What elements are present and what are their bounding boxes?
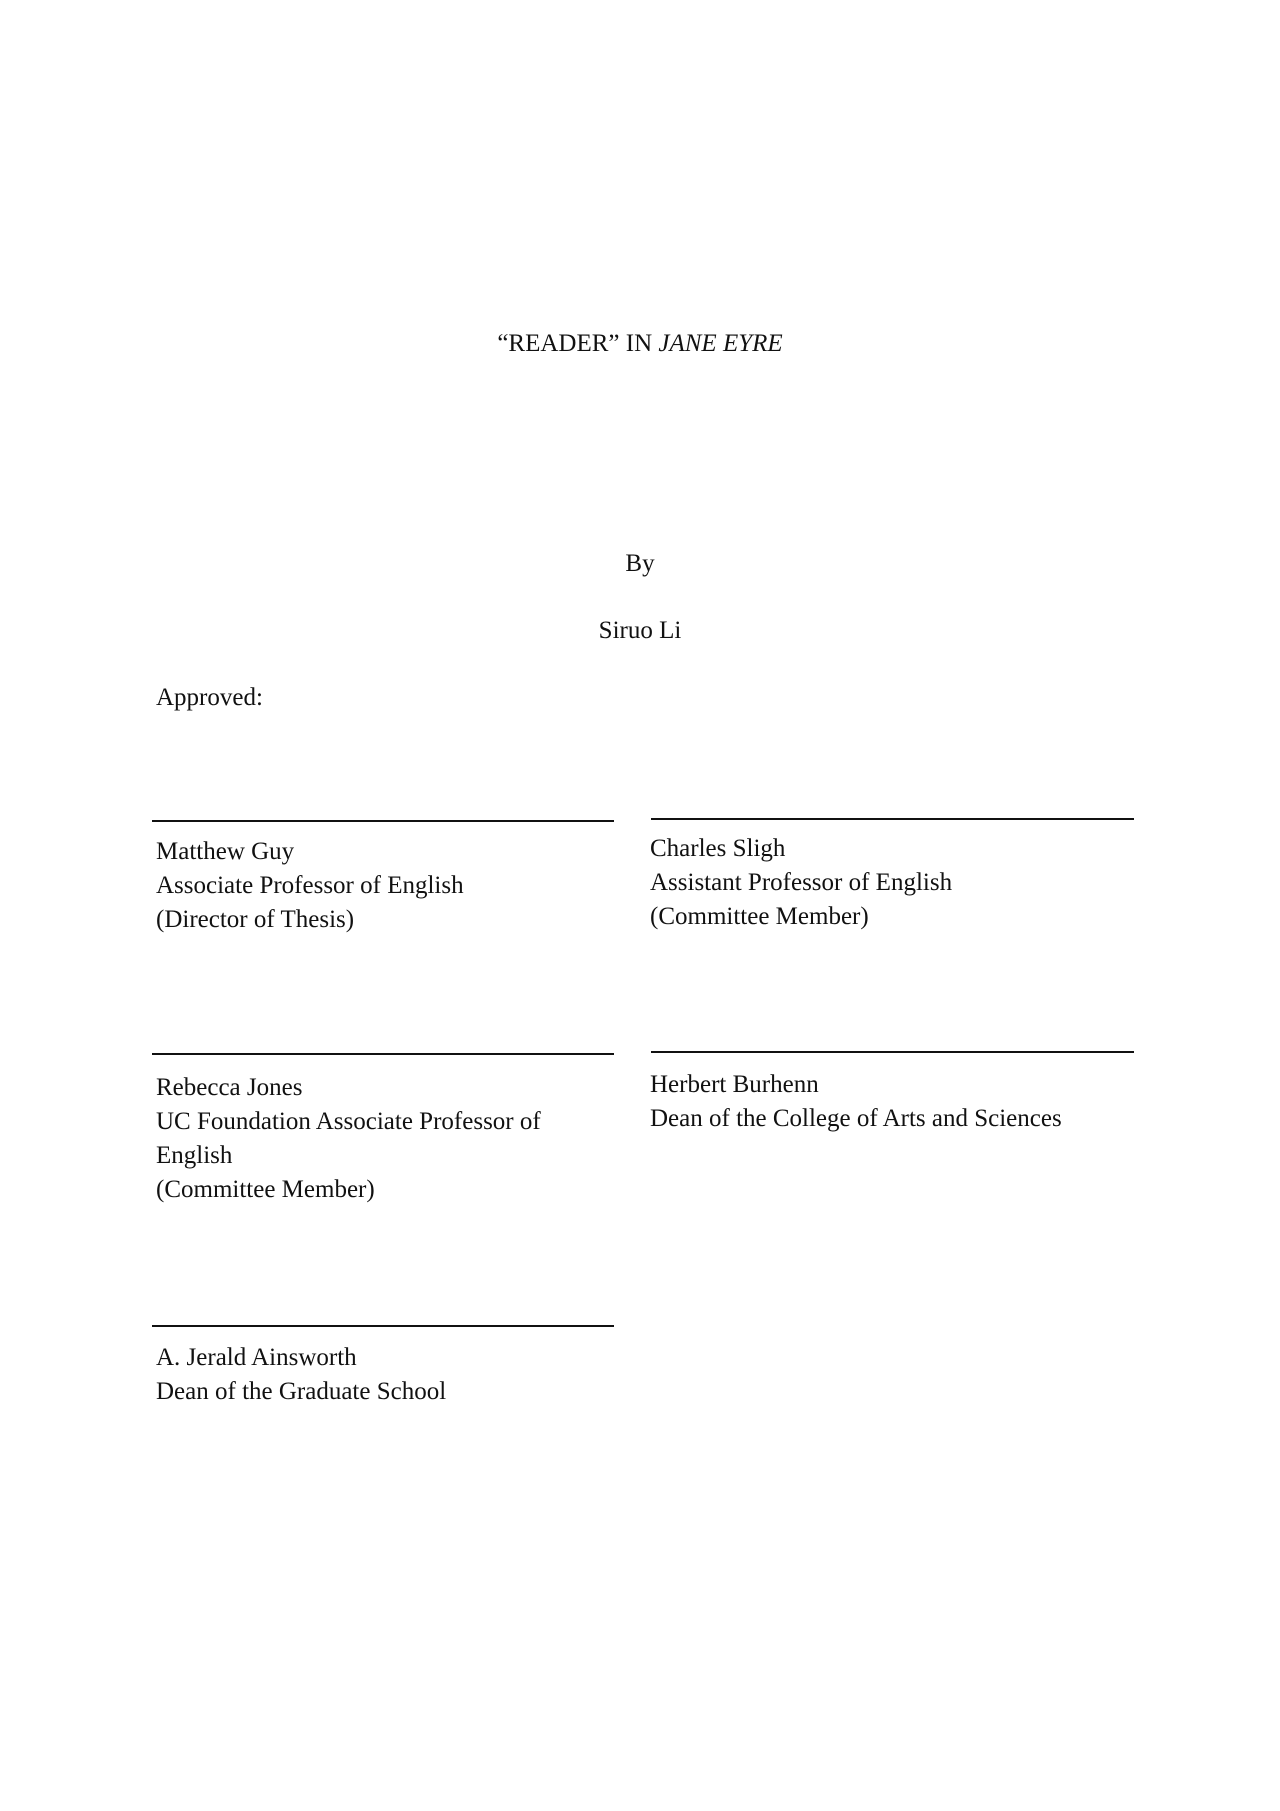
signature-line-1	[152, 820, 614, 822]
signature-line-5	[152, 1325, 614, 1327]
thesis-title-prefix: “READER” IN	[497, 330, 659, 357]
signatory-role: (Committee Member)	[156, 1176, 375, 1203]
signatory-title: Associate Professor of English	[156, 872, 464, 899]
signatory-2	[650, 832, 952, 934]
signatory-name: A. Jerald Ainsworth	[156, 1344, 357, 1371]
signatory-name: Charles Sligh	[650, 835, 786, 862]
signatory-role: (Committee Member)	[650, 903, 869, 930]
signatory-name: Herbert Burhenn	[650, 1071, 819, 1098]
thesis-title	[0, 327, 1280, 361]
signatory-title: Assistant Professor of English	[650, 869, 953, 896]
author-name: Siruo Li	[598, 617, 682, 644]
signatory-title-line-2: English	[156, 1142, 233, 1169]
signature-line-2	[651, 818, 1134, 820]
signature-line-3	[152, 1053, 614, 1055]
approved-label: Approved:	[156, 684, 263, 711]
signature-line-4	[651, 1051, 1134, 1053]
thesis-title-italic: JANE EYRE	[658, 330, 783, 357]
signatory-role: (Director of Thesis)	[156, 906, 355, 933]
signatory-3	[156, 1071, 586, 1207]
by-label: By	[625, 550, 655, 577]
signatory-name: Rebecca Jones	[156, 1074, 303, 1101]
signatory-title: Dean of the College of Arts and Sciences	[650, 1105, 1062, 1132]
signatory-1	[156, 835, 464, 937]
signatory-title: Dean of the Graduate School	[156, 1378, 447, 1405]
signatory-5	[156, 1341, 446, 1409]
signatory-4	[650, 1068, 1062, 1136]
signatory-name: Matthew Guy	[156, 838, 295, 865]
signatory-title-line-1: UC Foundation Associate Professor of	[156, 1108, 541, 1135]
